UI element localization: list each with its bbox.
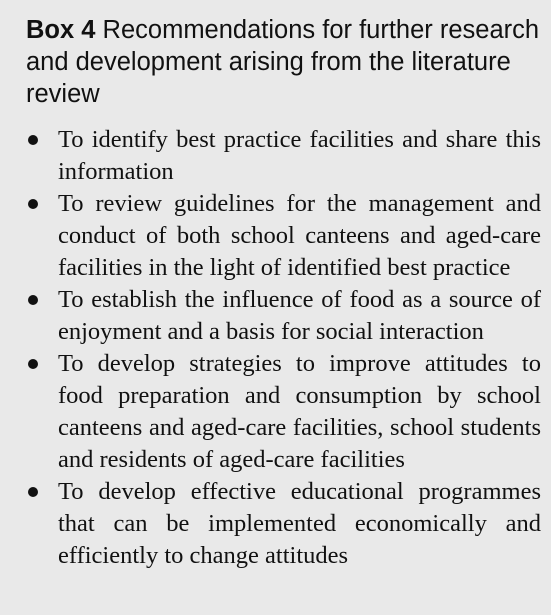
bullet-icon xyxy=(28,487,38,497)
bullet-icon xyxy=(28,199,38,209)
bullet-icon xyxy=(28,359,38,369)
list-item xyxy=(26,476,541,572)
list-item-text: To develop strategies to improve attitudes to food preparation and consumption by school canteens and aged-care facilities, school students and residents of aged-care facilities xyxy=(58,350,541,473)
list-item xyxy=(26,348,541,476)
box-title: Recommendations for further research and development arising from the literature review xyxy=(26,16,540,108)
bullet-icon xyxy=(28,295,38,305)
list-item-text: To review guidelines for the management and conduct of both school canteens and aged-care facilities in the light of identified best practice xyxy=(58,190,541,281)
list-item xyxy=(26,124,541,188)
bullet-icon xyxy=(28,135,38,145)
list-item xyxy=(26,284,541,348)
recommendations-list xyxy=(26,124,541,572)
box-label: Box 4 xyxy=(26,16,96,44)
list-item-text: To establish the influence of food as a source of enjoyment and a basis for social interaction xyxy=(58,286,541,345)
list-item-text: To develop effective educational programmes that can be implemented economically and efficiently to change attitudes xyxy=(58,478,541,569)
list-item-text: To identify best practice facilities and share this information xyxy=(58,126,541,185)
box-heading xyxy=(26,14,551,110)
list-item xyxy=(26,188,541,284)
